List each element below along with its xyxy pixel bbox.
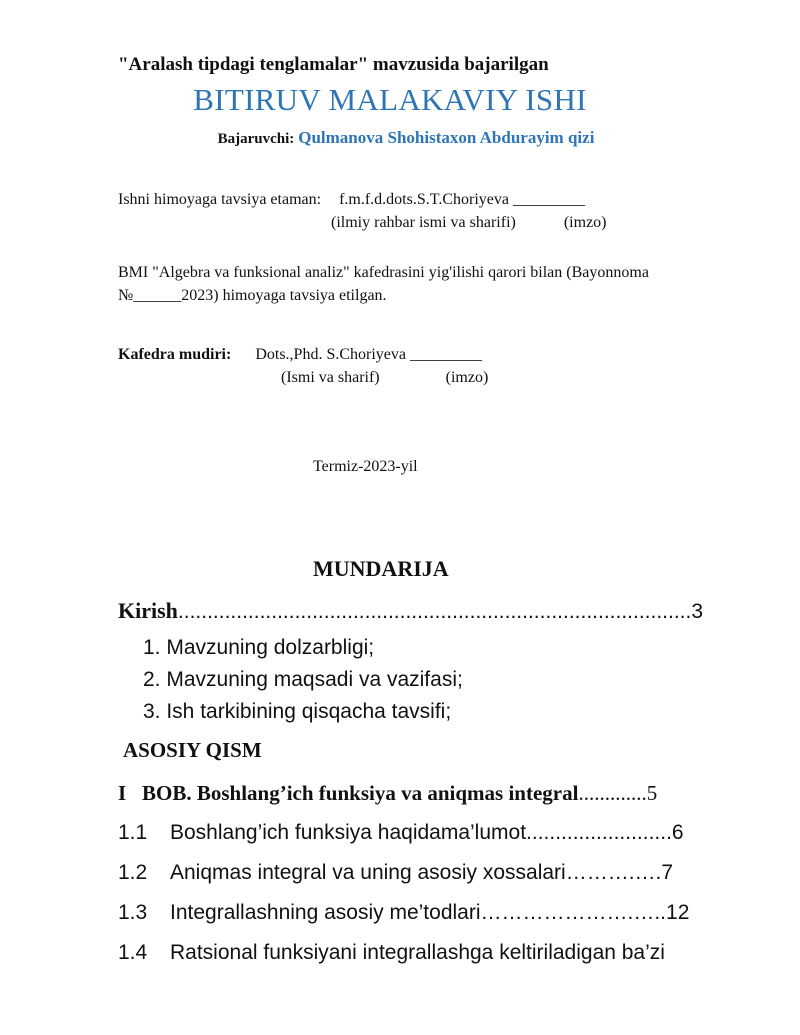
recommendation-captions xyxy=(331,214,607,232)
toc-section-entry xyxy=(118,821,684,845)
toc-section-page: 6 xyxy=(671,821,684,844)
toc-section-entry xyxy=(118,861,673,885)
toc-intro-title: Kirish xyxy=(118,598,178,623)
toc-chapter-page: 5 xyxy=(646,781,658,805)
toc-section-title: Boshlang’ich funksiya haqidama’lumot xyxy=(170,821,527,844)
head-captions xyxy=(281,369,488,387)
toc-section-title: Integrallashning asosiy me’todlari xyxy=(170,901,481,924)
toc-intro-leader: ........................................................................................ xyxy=(177,600,692,623)
recommendation-line xyxy=(118,191,585,209)
toc-section-number: 1.3 xyxy=(118,901,148,924)
toc-section-leader: ……….…. xyxy=(565,861,662,884)
toc-section-title: Aniqmas integral va uning asosiy xossalari xyxy=(170,861,566,884)
author-name: Qulmanova Shohistaxon Abdurayim qizi xyxy=(298,128,595,147)
toc-section-entry xyxy=(118,901,689,925)
toc-section-leader: ......................... xyxy=(526,821,672,844)
toc-intro-item: 1. Mavzuning dolzarbligi; xyxy=(143,636,375,659)
toc-section-page: 7 xyxy=(661,861,674,884)
head-signature-caption: (imzo) xyxy=(445,369,489,386)
toc-section-number: 1.4 xyxy=(118,941,148,964)
toc-intro-item: 2. Mavzuning maqsadi va vazifasi; xyxy=(143,668,463,691)
recommendation-label: Ishni himoyaga tavsiya etaman: xyxy=(118,191,322,208)
document-title: BITIRUV MALAKAVIY ISHI xyxy=(193,82,587,117)
head-of-department-line xyxy=(118,346,482,364)
toc-chapter-number: I xyxy=(118,781,127,805)
toc-section-page: 12 xyxy=(666,901,690,924)
toc-intro-item: 3. Ish tarkibining qisqacha tavsifi; xyxy=(143,700,452,723)
advisor-name: f.m.f.d.dots.S.T.Choriyeva _________ xyxy=(339,191,585,208)
toc-section-title: Ratsional funksiyani integrallashga keltiriladigan ba’zi xyxy=(170,941,665,964)
toc-section-leader: ………………….….. xyxy=(480,901,667,924)
subject-line: "Aralash tipdagi tenglamalar" mavzusida bajarilgan xyxy=(118,54,549,75)
toc-section-number: 1.1 xyxy=(118,821,148,844)
advisor-signature-caption: (imzo) xyxy=(563,214,607,231)
advisor-caption: (ilmiy rahbar ismi va sharifi) xyxy=(331,214,516,231)
head-name-caption: (Ismi va sharif) xyxy=(281,369,380,386)
toc-intro-page: 3 xyxy=(691,600,704,623)
head-name: Dots.,Phd. S.Choriyeva _________ xyxy=(255,346,482,363)
toc-title: MUNDARIJA xyxy=(313,556,449,581)
head-label: Kafedra mudiri: xyxy=(118,346,232,363)
toc-chapter-leader: ............. xyxy=(578,781,647,805)
toc-entry-intro xyxy=(118,598,718,624)
author-label: Bajaruvchi: xyxy=(217,131,295,147)
toc-main-part: ASOSIY QISM xyxy=(123,738,262,762)
toc-chapter-title: BOB. Boshlang’ich funksiya va aniqmas integral xyxy=(142,781,579,805)
city-year: Termiz-2023-yil xyxy=(313,458,418,475)
department-decision: BMI "Algebra va funksional analiz" kafedrasini yig'ilishi qarori bilan (Bayonnoma №______2023) himoyaga tavsiya etilgan. xyxy=(118,264,649,304)
toc-section-entry xyxy=(118,941,665,965)
toc-chapter-entry xyxy=(118,781,657,806)
author-line xyxy=(0,128,800,148)
toc-section-number: 1.2 xyxy=(118,861,148,884)
